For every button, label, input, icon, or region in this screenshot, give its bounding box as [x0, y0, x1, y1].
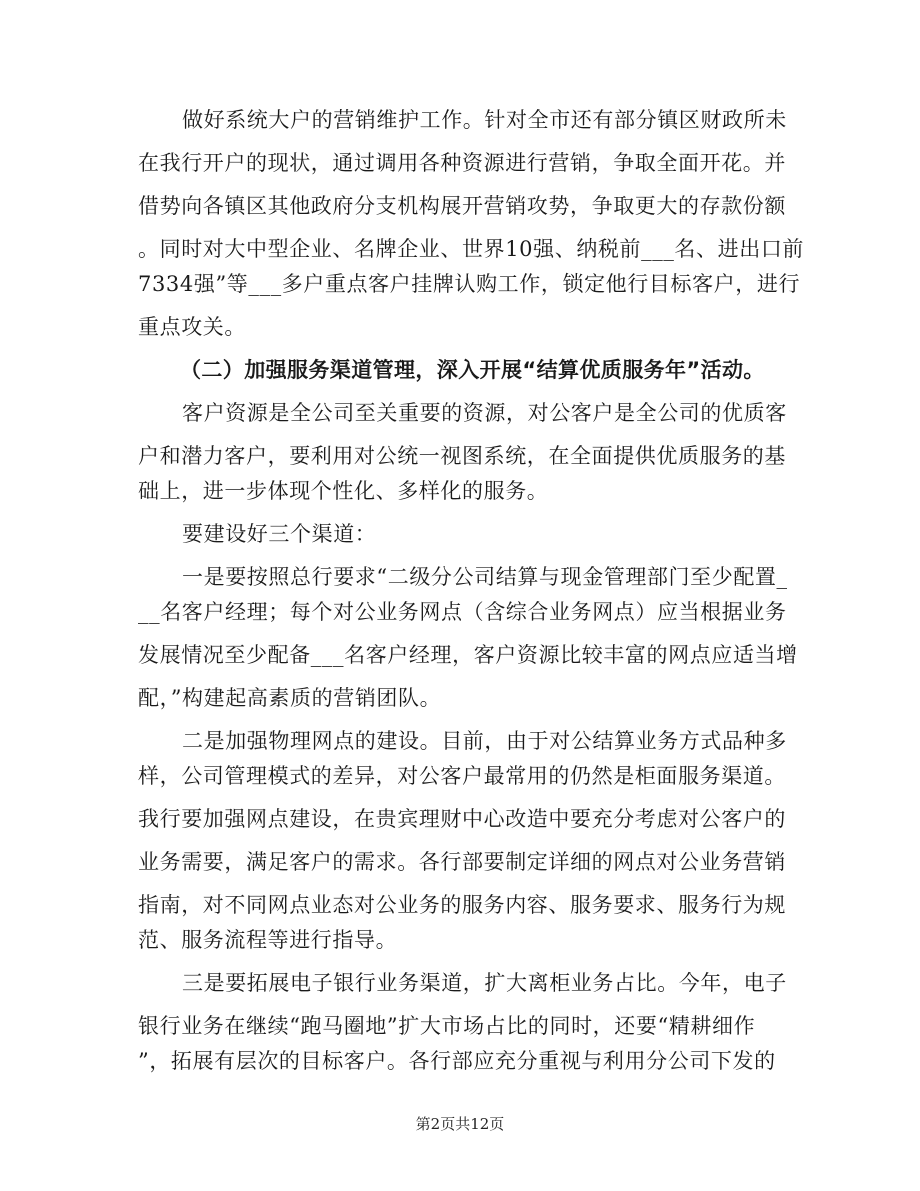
paragraph-line: 客户资源是全公司至关重要的资源，对公客户是全公司的优质客 [182, 401, 787, 425]
paragraph-line: 范、服务流程等进行指导。 [138, 928, 398, 952]
paragraph-line: 指南，对不同网点业态对公业务的服务内容、服务要求、服务行为规 [138, 893, 786, 917]
paragraph-line: 样，公司管理模式的差异，对公客户最常用的仍然是柜面服务渠道。 [138, 764, 786, 788]
paragraph-line: 做好系统大户的营销维护工作。针对全市还有部分镇区财政所未 [182, 108, 787, 132]
paragraph-line: 在我行开户的现状，通过调用各种资源进行营销，争取全面开花。并 [138, 151, 786, 175]
paragraph-line: 二是加强物理网点的建设。目前，由于对公结算业务方式品种多 [182, 729, 787, 753]
paragraph-line: 础上，进一步体现个性化、多样化的服务。 [138, 479, 549, 503]
paragraph-line: 我行要加强网点建设，在贵宾理财中心改造中要充分考虑对公客户的 [138, 807, 786, 831]
paragraph-line: 银行业务在继续“跑马圈地”扩大市场占比的同时，还要“精耕细作 [138, 1014, 756, 1038]
paragraph-line: 7334强”等___多户重点客户挂牌认购工作，锁定他行目标客户，进行 [138, 272, 801, 296]
paragraph-line: __名客户经理；每个对公业务网点（含综合业务网点）应当根据业务 [138, 600, 787, 624]
paragraph-line: 要建设好三个渠道： [182, 522, 377, 546]
page-number: 第2页共12页 [415, 1115, 505, 1133]
paragraph-line: 重点攻关。 [138, 315, 246, 339]
paragraph-line: ”，拓展有层次的目标客户。各行部应充分重视与利用分公司下发的 [138, 1049, 776, 1073]
paragraph-line: 户和潜力客户，要利用对公统一视图系统，在全面提供优质服务的基 [138, 444, 786, 468]
paragraph-line: 发展情况至少配备___名客户经理，客户资源比较丰富的网点应适当增 [138, 643, 798, 667]
paragraph-line: 一是要按照总行要求“二级分公司结算与现金管理部门至少配置_ [182, 565, 788, 589]
paragraph-line: 借势向各镇区其他政府分支机构展开营销攻势，争取更大的存款份额 [138, 194, 786, 218]
paragraph-line: 业务需要，满足客户的需求。各行部要制定详细的网点对公业务营销 [138, 850, 786, 874]
paragraph-line: 。同时对大中型企业、名牌企业、世界10强、纳税前___名、进出口前 [138, 237, 805, 261]
paragraph-line: 配，”构建起高素质的营销团队。 [138, 686, 442, 710]
paragraph-line: 三是要拓展电子银行业务渠道，扩大离柜业务占比。今年，电子 [182, 971, 787, 995]
section-heading: （二）加强服务渠道管理，深入开展“结算优质服务年”活动。 [180, 358, 765, 382]
